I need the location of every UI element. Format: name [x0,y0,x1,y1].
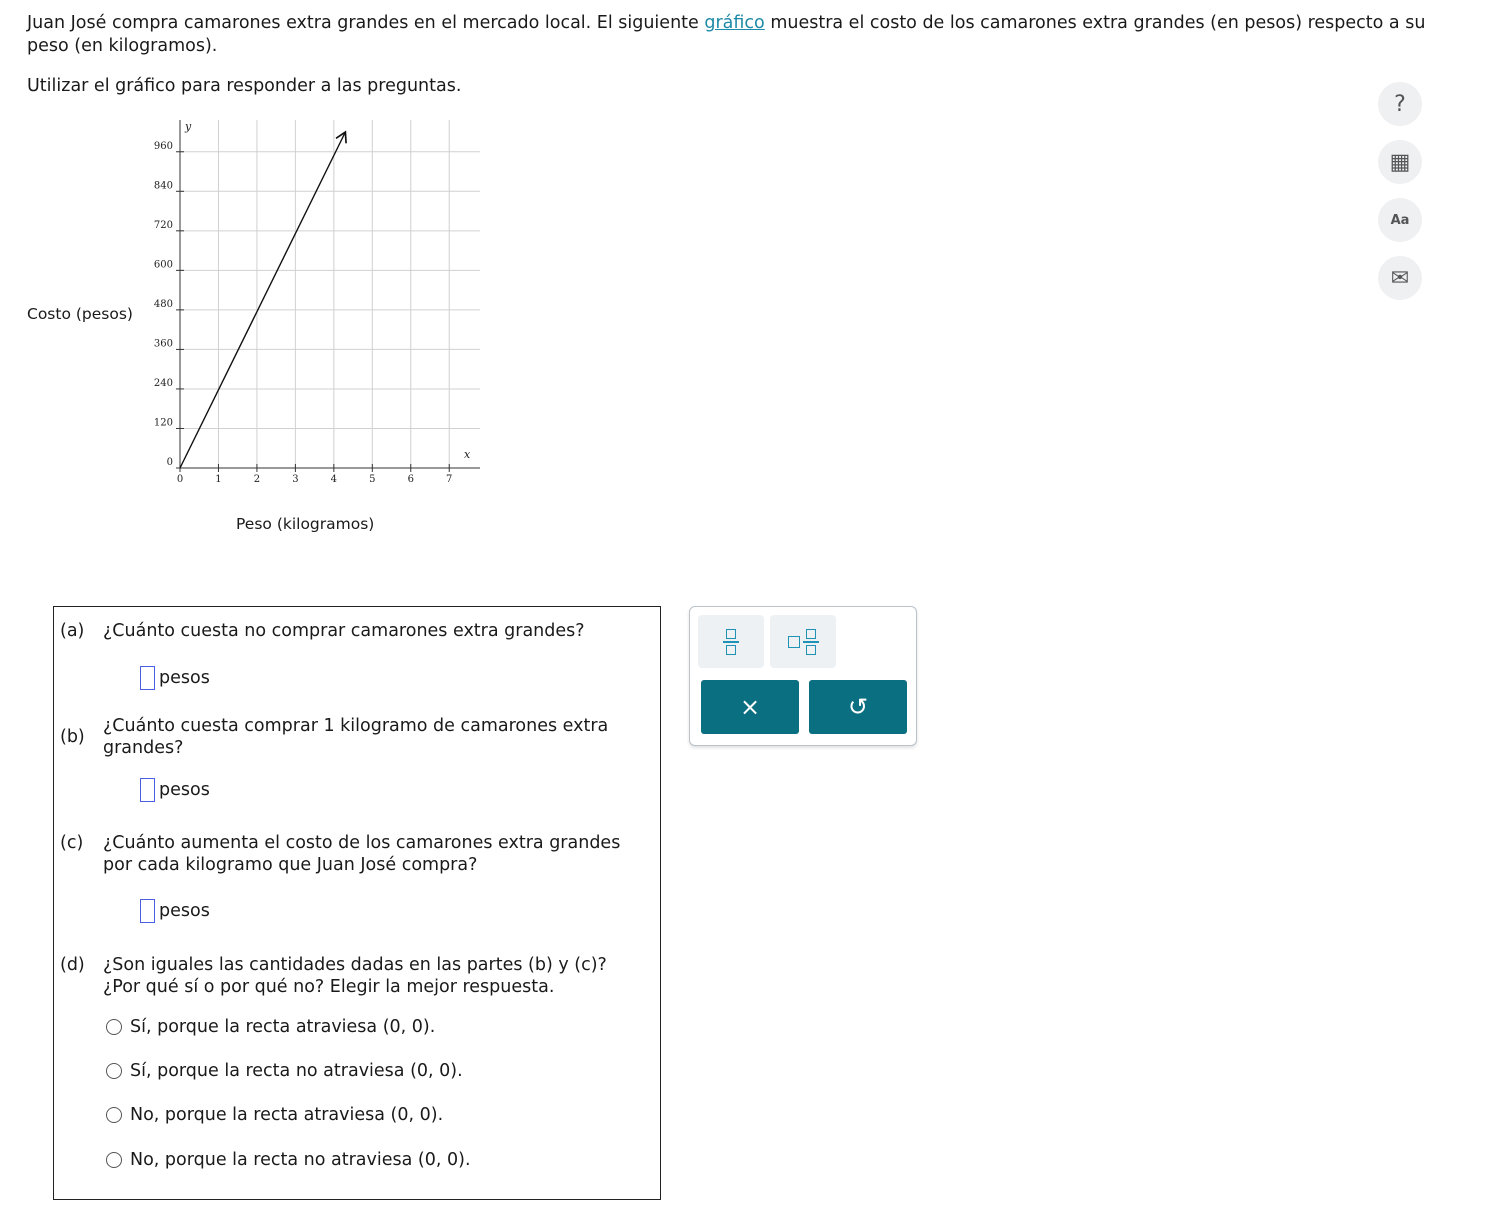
y-axis-variable: y [185,120,192,133]
option-2-label: Sí, porque la recta no atraviesa (0, 0). [130,1061,463,1081]
fraction-button[interactable] [698,615,764,668]
option-4-label: No, porque la recta no atraviesa (0, 0). [130,1150,471,1170]
option-3-label: No, porque la recta atraviesa (0, 0). [130,1105,444,1125]
answer-b-row [140,778,210,802]
calculator-button[interactable] [1378,140,1422,184]
option-1-label: Sí, porque la recta atraviesa (0, 0). [130,1017,436,1037]
answer-a-input[interactable] [140,666,155,690]
option-2-radio[interactable] [106,1063,122,1079]
option-3-row[interactable] [106,1105,443,1125]
answer-c-row [140,899,210,923]
clear-button[interactable] [701,680,799,734]
math-tool-panel [689,606,917,746]
question-d-letter: (d) [60,955,85,975]
question-a-letter: (a) [60,621,85,641]
answer-c-unit: pesos [159,901,210,921]
x-tick-label: 4 [330,474,338,485]
question-c-letter: (c) [60,833,84,853]
answer-b-unit: pesos [159,780,210,800]
x-tick-label: 1 [215,474,222,485]
question-d-text: ¿Son iguales las cantidades dadas en las partes (b) y (c)? ¿Por qué sí o por qué no? Elegir la mejor respuesta. [103,955,607,997]
x-axis-variable: x [464,448,471,461]
option-4-radio[interactable] [106,1152,122,1168]
option-3-radio[interactable] [106,1107,122,1123]
x-axis-title: Peso (kilogramos) [236,515,375,533]
intro-after-link: muestra el costo de los camarones extra grandes (en pesos) respecto a su peso (en kilogramos). [27,13,1426,56]
question-b-text: ¿Cuánto cuesta comprar 1 kilogramo de camarones extra grandes? [103,716,609,758]
x-tick-label: 5 [369,474,376,485]
x-tick-label: 0 [176,474,184,485]
y-tick-label: 120 [153,417,173,429]
y-tick-label: 840 [153,180,173,192]
side-toolbar [1378,82,1424,314]
question-b-letter: (b) [60,727,85,747]
glossary-icon: Aa [1390,212,1410,228]
question-a-text: ¿Cuánto cuesta no comprar camarones extra grandes? [103,621,585,641]
mixed-number-icon [788,629,819,655]
message-icon: ✉ [1390,265,1410,291]
option-4-row[interactable] [106,1150,471,1170]
answer-c-input[interactable] [140,899,155,923]
x-tick-label: 2 [253,474,261,485]
glossary-button[interactable] [1378,198,1422,242]
y-tick-label: 480 [153,298,173,310]
option-1-row[interactable] [106,1017,435,1037]
help-button[interactable] [1378,82,1422,126]
help-icon: ? [1394,91,1406,117]
intro-text [27,12,1467,58]
instruction-text: Utilizar el gráfico para responder a las preguntas. [27,76,462,96]
intro-before-link: Juan José compra camarones extra grandes en el mercado local. El siguiente [27,13,705,33]
undo-icon: ↺ [847,693,869,721]
question-panel [53,606,661,1200]
answer-b-input[interactable] [140,778,155,802]
answer-a-row [140,666,210,690]
y-tick-label: 960 [153,140,173,152]
y-tick-label: 0 [166,457,173,468]
x-tick-label: 7 [446,474,453,485]
question-b [54,715,654,759]
calculator-icon: ▦ [1389,149,1411,175]
x-tick-label: 3 [292,474,299,485]
question-c-text: ¿Cuánto aumenta el costo de los camarones extra grandes por cada kilogramo que Juan José compra? [103,833,621,875]
y-tick-label: 360 [153,338,173,350]
fraction-icon [723,629,739,655]
graph-link[interactable]: gráfico [704,13,765,33]
mixed-number-button[interactable] [770,615,836,668]
option-2-row[interactable] [106,1061,463,1081]
y-tick-label: 600 [153,259,173,271]
y-axis-title: Costo (pesos) [27,305,133,323]
close-icon: × [739,693,761,721]
cost-chart [140,112,490,497]
answer-a-unit: pesos [159,668,210,688]
y-tick-label: 720 [153,219,173,231]
y-tick-label: 240 [153,377,173,389]
message-button[interactable] [1378,256,1422,300]
cost-line [180,132,345,468]
option-1-radio[interactable] [106,1019,122,1035]
x-tick-label: 6 [407,474,414,485]
undo-button[interactable] [809,680,907,734]
